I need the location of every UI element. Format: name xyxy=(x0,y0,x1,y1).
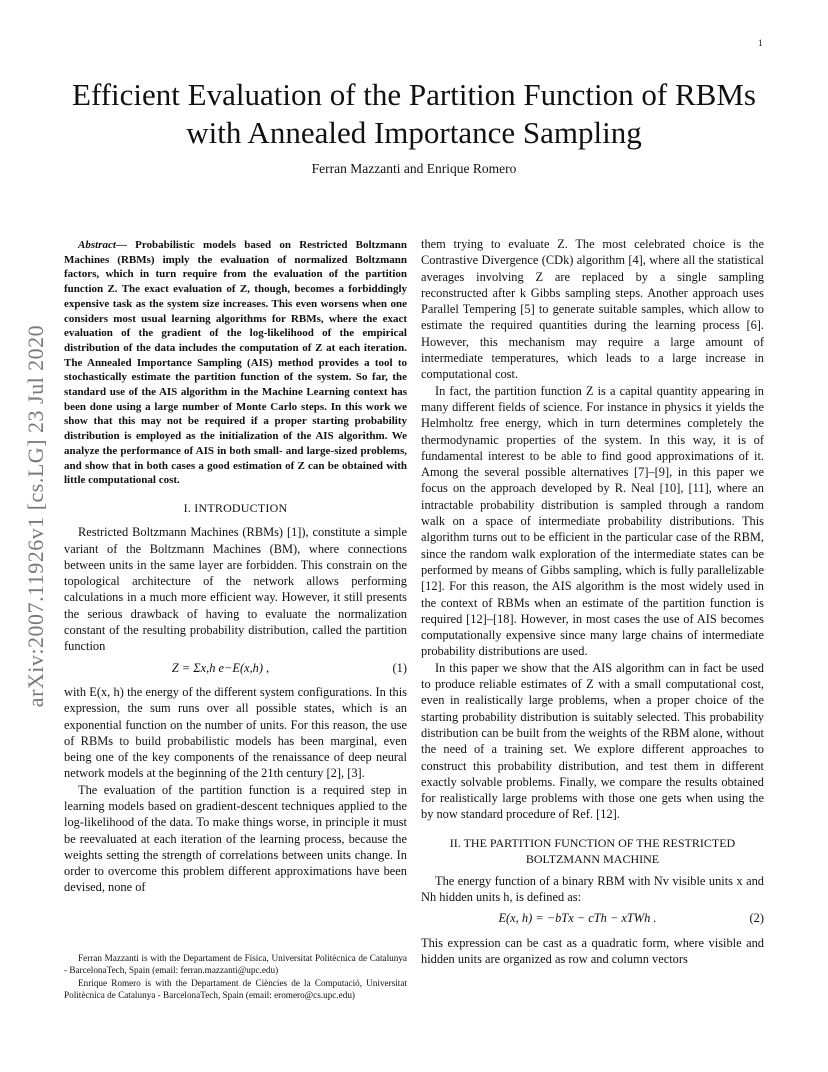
paragraph: them trying to evaluate Z. The most celebrated choice is the Contrastive Divergence (CDk) algorithm [4], where all the statistical averages involving Z are replaced by a single sampling reconstructed after k Gibbs sampling steps. Another approach uses Parallel Tempering [5] to generate suitable samples, which allow to estimate the required quantities during the learning process [6]. However, this mechanism may require a large amount of intermediate temperatures, which leads to a large increase in computational cost. xyxy=(421,237,764,382)
paragraph: The energy function of a binary RBM with Nv visible units x and Nh hidden units h, is defined as: xyxy=(421,873,764,904)
right-column xyxy=(421,236,764,967)
paragraph: This expression can be cast as a quadratic form, where visible and hidden units are organized as row and column vectors xyxy=(421,935,764,966)
equation-2 xyxy=(421,910,764,926)
section-heading-line: II. THE PARTITION FUNCTION OF THE RESTRICTED xyxy=(449,835,736,850)
equation-1 xyxy=(64,660,407,676)
equation-text: Z = Σx,h e−E(x,h) , xyxy=(171,660,270,675)
paragraph: with E(x, h) the energy of the different system configurations. In this expression, the sum runs over all possible states, which is an exponential function on the number of units. For this reason, the use of RBMs to build probabilistic models has been marginal, even being one of the key components of the renaissance of deep neural network models at the beginning of the 21th century [2], [3]. xyxy=(64,684,407,781)
paragraph: Restricted Boltzmann Machines (RBMs) [1]), constitute a simple variant of the Boltzmann Machines (BM), where connections between units in the same layer are forbidden. This constrain on the topological architecture of the network allows performing calculations in a much more efficient way. However, it still presents the serious drawback of having to evaluate the normalization constant of the resulting probability distribution, called the partition function xyxy=(64,525,407,654)
equation-text: E(x, h) = −bTx − cTh − xTWh . xyxy=(498,911,657,926)
section-heading-partition-function xyxy=(421,835,764,867)
footnotes xyxy=(64,952,407,1002)
paragraph: The evaluation of the partition function is a required step in learning models based on gradient-descent techniques applied to the log-likelihood of the data. To make things worse, in principle it must be reevaluated at each iteration of the learning process, because the weights setting the strength of correlations between units change. In order to overcome this problem different approximations have been devised, none of xyxy=(64,782,407,895)
author-list: Ferran Mazzanti and Enrique Romero xyxy=(311,161,517,176)
paragraph: In fact, the partition function Z is a capital quantity appearing in many different fields of science. For instance in physics it yields the Helmholtz free energy, which in turn determines completely the thermodynamic properties of the system. In this way, it is of fundamental interest to be able to find good approximations of it. Among the several possible alternatives [7]–[9], in this paper we focus on the approach developed by R. Neal [10], [11], where an intractable probability distribution is sampled through a random walk on a space of intermediate probability distributions. This algorithm turns out to be efficient in the particular case of the RBM, since the random walk exploration of the intermediate states can be performed by means of Gibbs sampling, which is fully parallelizable [12]. For this reason, the AIS algorithm is the most widely used in the context of RBMs when an estimate of the partition function is required [12]–[18]. However, in most cases the use of AIS becomes computationally expensive since many large chains of intermediate probability distributions are used. xyxy=(421,383,764,659)
abstract xyxy=(64,238,407,488)
abstract-text: — Probabilistic models based on Restricted Boltzmann Machines (RBMs) imply the evaluation of normalized Boltzmann factors, which in turn require from the evaluation of the partition function Z. The exact evaluation of Z, though, becomes a forbiddingly expensive task as the system size increases. This even worsens when one considers most usual learning algorithms for RBMs, where the exact evaluation of the gradient of the log-likelihood of the empirical distribution of the data includes the computation of Z at each iteration. The Annealed Importance Sampling (AIS) method provides a tool to stochastically estimate the partition function of the system. So far, the standard use of the AIS algorithm in the Machine Learning context has been done using a large number of Monte Carlo steps. In this work we show that this may not be required if a proper starting probability distribution is employed as the initialization of the AIS algorithm. We analyze the performance of AIS in both small- and large-sized problems, and show that in both cases a good estimation of Z can be obtained with little computational cost. xyxy=(64,239,407,487)
paper-title: Efficient Evaluation of the Partition Function of RBMs with Annealed Importance Sampling xyxy=(72,77,756,150)
page-number: 1 xyxy=(758,38,763,48)
paragraph: In this paper we show that the AIS algorithm can in fact be used to produce reliable estimates of Z with a small computational cost, even in realistically large problems, when a proper choice of the starting probability distribution is suitably selected. This probability distribution can be built from the weights of the RBM alone, without the need of a training set. We explore different approaches to construct this probability distribution, and test them in different exactly solvable problems. Finally, we compare the results obtained for realistically large problems with those one gets when using the by now standard procedure of Ref. [12]. xyxy=(421,660,764,822)
footnote: Enrique Romero is with the Departament de Ciències de la Computació, Universitat Politècnica de Catalunya - BarcelonaTech, Spain (email: eromero@cs.upc.edu) xyxy=(64,978,407,1000)
section-heading-line: BOLTZMANN MACHINE xyxy=(525,851,660,866)
equation-number: (2) xyxy=(749,911,764,926)
footnote: Ferran Mazzanti is with the Departament de Física, Universitat Politècnica de Catalunya - BarcelonaTech, Spain (email: ferran.mazzanti@upc.edu) xyxy=(64,953,407,975)
left-column xyxy=(64,238,407,896)
section-heading-introduction: I. INTRODUCTION xyxy=(183,500,288,515)
arxiv-stamp: arXiv:2007.11926v1 [cs.LG] 23 Jul 2020 xyxy=(23,324,48,708)
equation-number: (1) xyxy=(392,660,407,675)
abstract-label: Abstract xyxy=(78,239,116,251)
